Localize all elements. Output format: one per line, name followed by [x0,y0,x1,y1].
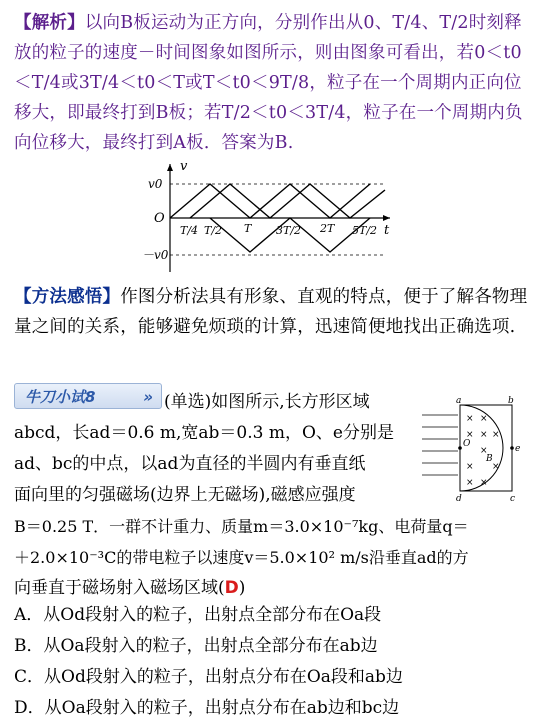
field-mark: × [480,478,488,488]
label-b: b [508,396,514,406]
label-a: a [456,396,462,406]
option-d: D．从Oa段射入的粒子，出射点分布在ab边和bc边 [14,698,400,718]
neg-v0-label: －v0 [142,248,169,262]
field-mark: × [466,430,474,440]
option-c: C．从Od段射入的粒子，出射点分布在Oa段和ab边 [14,667,403,687]
label-o: O [463,439,471,449]
tick-label-5t-half: 5T/2 [352,224,378,237]
stem-line-1: (单选)如图所示,长方形区域 [164,392,370,412]
v0-label: v0 [148,177,163,191]
velocity-time-graph [140,160,400,278]
t-axis-arrow [383,215,390,221]
stem-line-2: abcd，长ad＝0.6 m,宽ab＝0.3 m，O、e分别是 [14,423,394,443]
field-mark: × [492,462,500,472]
v-axis-arrow [167,164,173,171]
method-tag: 【方法感悟】 [14,287,121,307]
label-b-field: B [486,454,493,464]
quiz-badge-label: 牛刀小试8 [25,388,96,406]
tick-label-2t: 2T [320,222,335,235]
analysis-paragraph [14,8,538,158]
label-c: c [510,494,516,503]
tick-label-t: T [244,222,252,235]
origin-label: O [154,211,165,226]
tick-label-t-half: T/2 [204,224,223,237]
field-mark: × [466,478,474,488]
stem-line-4: 面向里的匀强磁场(边界上无磁场),磁感应强度 [14,485,356,505]
double-chevron-icon: » [143,388,153,406]
magnetic-field-diagram [420,393,542,503]
label-d: d [456,494,462,503]
field-mark: × [480,430,488,440]
method-paragraph [14,282,538,342]
field-mark: × [466,414,474,424]
stem-line-6: ＋2.0×10⁻³C的带电粒子以速度v＝5.0×10² m/s沿垂直ad的方 [14,548,469,567]
stem-line-3: ad、bc的中点，以ad为直径的半圆内有垂直纸 [14,454,366,474]
analysis-text: 以向B板运动为正方向，分别作出从0、T/4、T/2时刻释放的粒子的速度－时间图象如图所示，则由图象可看出，若0＜t0＜T/4或3T/4＜t0＜T或T＜t0＜9T/8，粒子在一个周期内正向位移大，即最终打到B板；若T/2＜t0＜3T/4，粒子在一个周期内负向位移大，最终打到A板．答案为B. [14,13,523,153]
t-axis-label: t [384,223,390,238]
option-a: A．从Od段射入的粒子，出射点全部分布在Oa段 [14,605,382,625]
point-o [458,446,462,450]
option-b: B．从Oa段射入的粒子，出射点全部分布在ab边 [14,636,378,656]
answer-letter: D [224,578,239,598]
field-mark: × [480,414,488,424]
analysis-tag: 【解析】 [14,13,85,33]
stem-line-7: 向垂直于磁场射入磁场区域(D) [14,578,246,598]
v-axis-label: v [180,160,188,174]
field-mark: × [466,462,474,472]
field-mark: × [492,430,500,440]
stem-line-5: B＝0.25 T．一群不计重力、质量m＝3.0×10⁻⁷kg、电荷量q＝ [14,517,469,536]
quiz-options [14,600,542,724]
point-e [510,446,514,450]
label-e: e [515,444,521,454]
tick-label-3t-half: 3T/2 [276,224,302,237]
curve-t0-0 [170,184,370,218]
field-mark: × [480,446,488,456]
curve-t0-quarter [190,184,385,218]
tick-label-t-quarter: T/4 [180,224,199,237]
method-text: 作图分析法具有形象、直观的特点，便于了解各物理量之间的关系，能够避免烦琐的计算，迅速简便地找出正确选项. [14,287,528,337]
